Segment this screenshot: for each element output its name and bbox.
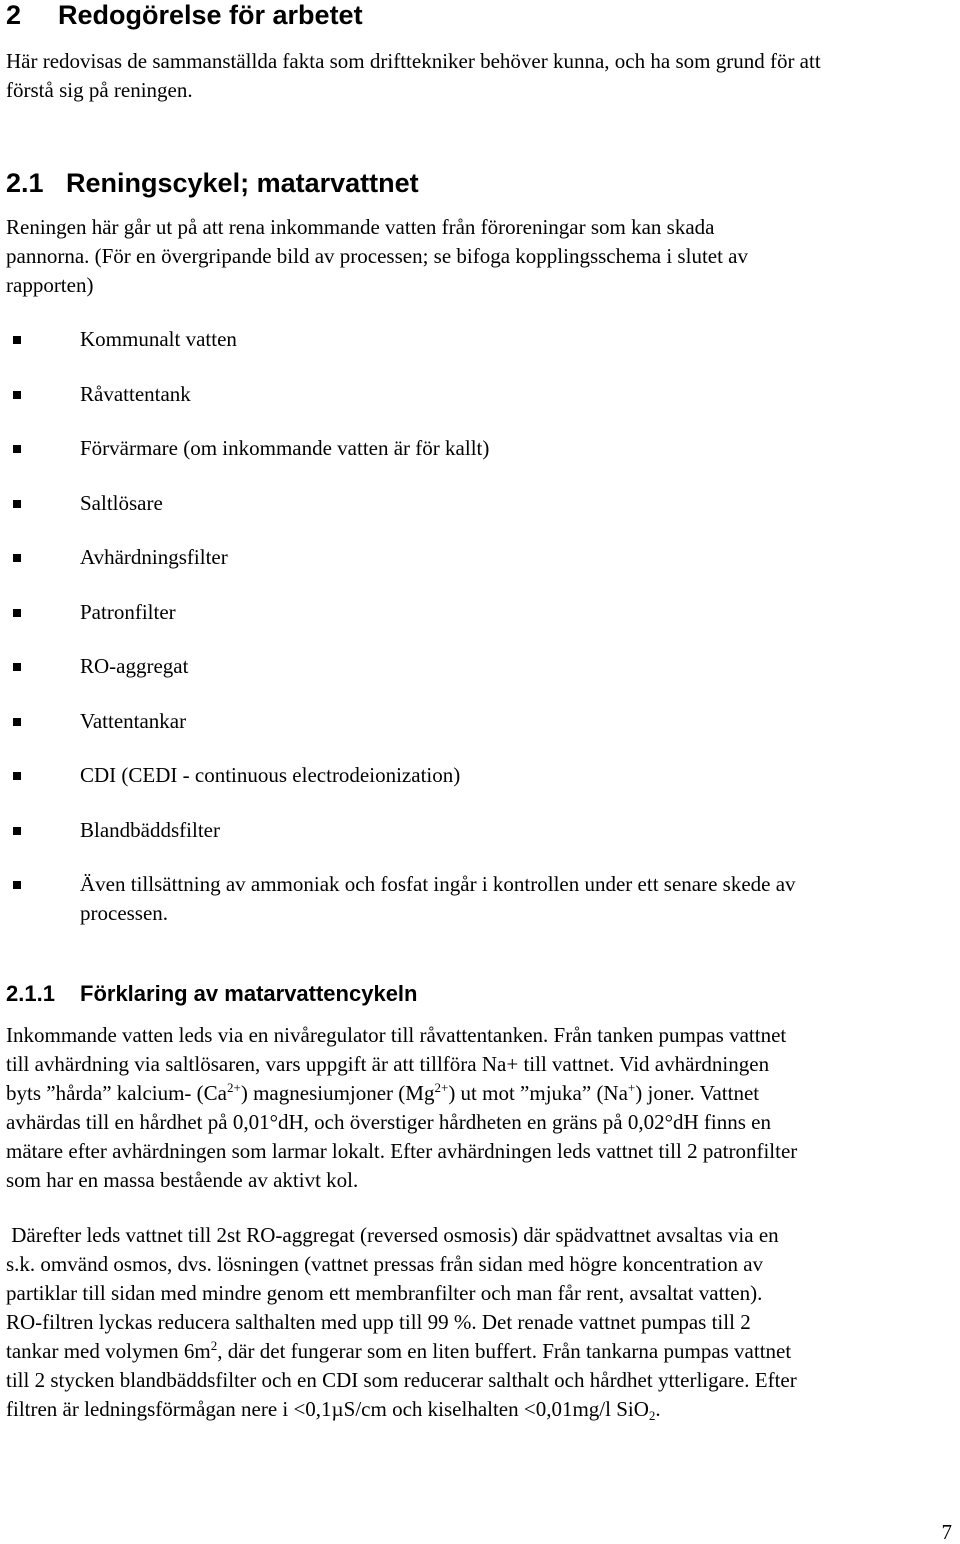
text-run: .	[655, 1397, 661, 1421]
list-item-text: Förvärmare (om inkommande vatten är för kallt)	[80, 436, 490, 460]
bullet-marker	[13, 609, 21, 617]
subsection-heading	[6, 168, 419, 198]
subsubsection-title: Förklaring av matarvattencykeln	[80, 981, 418, 1006]
text-line: Inkommande vatten leds via en nivåregulator till råvattentanken. Från tanken pumpas vattnet	[6, 1023, 787, 1047]
text-run: tankar med volymen 6m	[6, 1339, 211, 1363]
page-number: 7	[941, 1520, 952, 1544]
bullet-marker	[13, 663, 21, 671]
bullet-marker	[13, 772, 21, 780]
bullet-marker	[13, 718, 21, 726]
superscript: 2+	[434, 1080, 449, 1095]
text-run: byts ”hårda” kalcium- (Ca	[6, 1081, 227, 1105]
text-run: filtren är ledningsförmågan nere i <0,1µS/cm och kiselhalten <0,01mg/l SiO	[6, 1397, 649, 1421]
section-number: 2	[6, 0, 22, 30]
subsection-number: 2.1	[6, 168, 44, 198]
subsubsection-number: 2.1.1	[6, 981, 55, 1006]
subsection-intro	[6, 213, 958, 300]
bullet-marker	[13, 500, 21, 508]
text-line: mätare efter avhärdningen som larmar lokalt. Efter avhärdningen leds vattnet till 2 patronfilter	[6, 1139, 798, 1163]
section-intro	[6, 47, 958, 105]
bullet-marker	[13, 391, 21, 399]
text-line: förstå sig på reningen.	[6, 78, 193, 102]
list-item-text: Patronfilter	[80, 600, 176, 624]
list-item-text: Saltlösare	[80, 491, 163, 515]
text-line: Därefter leds vattnet till 2st RO-aggregat (reversed osmosis) där spädvattnet avsaltas via en	[6, 1223, 779, 1247]
text-line: Även tillsättning av ammoniak och fosfat ingår i kontrollen under ett senare skede av	[80, 872, 796, 896]
subscript: 2	[648, 1408, 656, 1423]
superscript: +	[627, 1080, 636, 1095]
bullet-marker	[13, 827, 21, 835]
list-item-text: Blandbäddsfilter	[80, 818, 220, 842]
text-run: ) ut mot ”mjuka” (Na	[448, 1081, 628, 1105]
subsubsection-heading	[6, 980, 417, 1008]
bullet-marker	[13, 554, 21, 562]
section-title: Redogörelse för arbetet	[58, 0, 363, 30]
list-item-text: RO-aggregat	[80, 654, 189, 678]
text-line	[6, 1079, 958, 1108]
text-line	[6, 1337, 958, 1366]
text-line: avhärdas till en hårdhet på 0,01°dH, och överstiger hårdheten en gräns på 0,02°dH finns en	[6, 1110, 771, 1134]
text-line: s.k. omvänd osmos, dvs. lösningen (vattnet pressas från sidan med högre koncentration av	[6, 1252, 764, 1276]
superscript: 2	[210, 1338, 218, 1353]
superscript: 2+	[227, 1080, 241, 1095]
list-item-text: Kommunalt vatten	[80, 327, 237, 351]
subsection-title: Reningscykel; matarvattnet	[66, 168, 419, 198]
text-line: processen.	[80, 901, 169, 925]
bullet-marker	[13, 881, 21, 889]
text-line: RO-filtren lyckas reducera salthalten med upp till 99 %. Det renade vattnet pumpas till 2	[6, 1310, 751, 1334]
paragraph-matarvattencykel-2	[6, 1221, 958, 1424]
text-line: som har en massa bestående av aktivt kol.	[6, 1168, 359, 1192]
text-line: till 2 stycken blandbäddsfilter och en CDI som reducerar salthalt och hårdhet ytterligare. Efter	[6, 1368, 797, 1392]
text-line	[6, 1395, 958, 1424]
text-line: till avhärdning via saltlösaren, vars uppgift är att tillföra Na+ till vattnet. Vid avhärdningen	[6, 1052, 770, 1076]
list-item-text	[80, 870, 796, 928]
paragraph-matarvattencykel-1	[6, 1021, 958, 1195]
text-line: pannorna. (För en övergripande bild av processen; se bifoga kopplingsschema i slutet av	[6, 244, 749, 268]
bullet-marker	[13, 445, 21, 453]
section-heading	[6, 0, 363, 30]
list-item-text: Råvattentank	[80, 382, 191, 406]
list-item-text: Vattentankar	[80, 709, 187, 733]
text-line: Reningen här går ut på att rena inkommande vatten från föroreningar som kan skada	[6, 215, 715, 239]
text-line: Här redovisas de sammanställda fakta som drifttekniker behöver kunna, och ha som grund för att	[6, 49, 821, 73]
text-run: ) magnesiumjoner (Mg	[240, 1081, 435, 1105]
text-run: ) joner. Vattnet	[635, 1081, 760, 1105]
text-line: rapporten)	[6, 273, 94, 297]
list-item-text: Avhärdningsfilter	[80, 545, 228, 569]
bullet-marker	[13, 336, 21, 344]
text-line: partiklar till sidan med mindre genom ett membranfilter och man får rent, avsaltat vatten).	[6, 1281, 763, 1305]
list-item-text: CDI (CEDI - continuous electrodeionization)	[80, 763, 461, 787]
text-run: , där det fungerar som en liten buffert. Från tankarna pumpas vattnet	[217, 1339, 792, 1363]
